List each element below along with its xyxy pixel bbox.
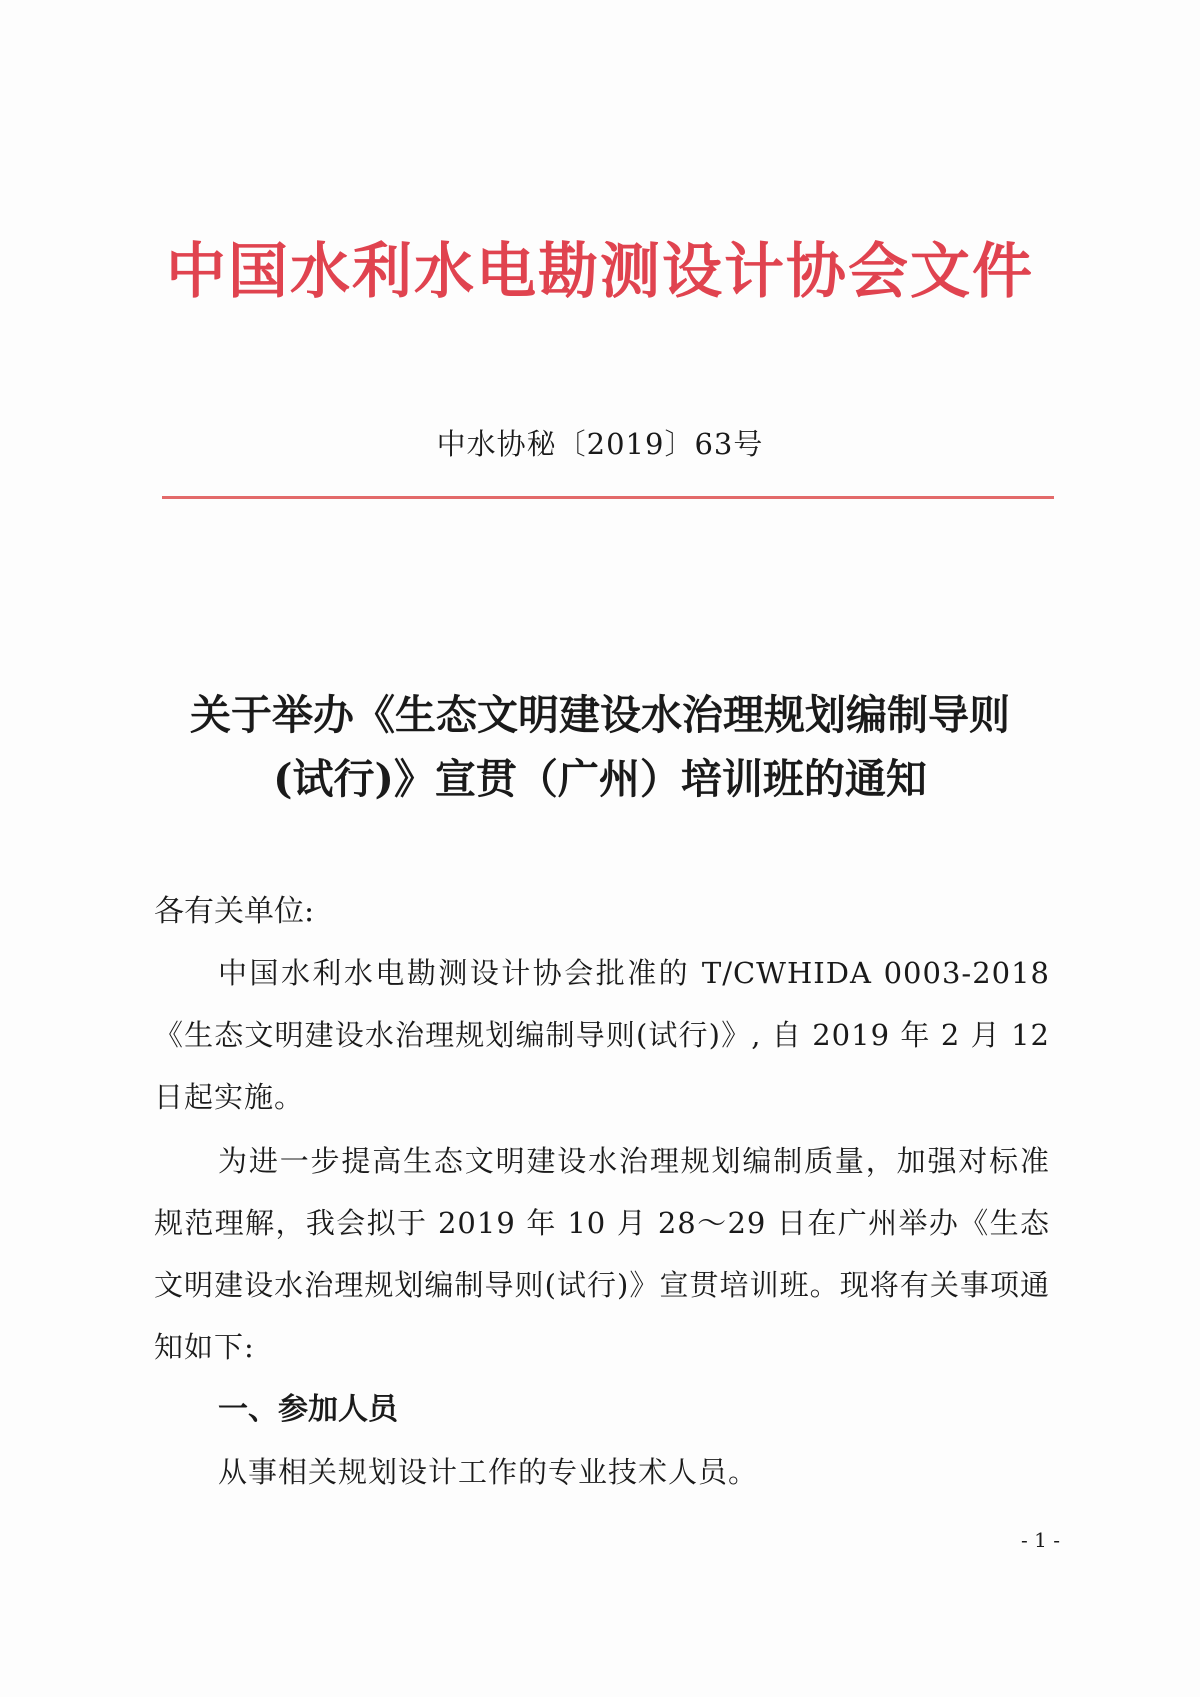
- document-number: 中水协秘〔2019〕63号: [436, 427, 764, 461]
- section-1-body: 从事相关规划设计工作的专业技术人员。: [218, 1455, 759, 1489]
- header-divider: [162, 496, 1054, 499]
- page-number: - 1 -: [1021, 1528, 1060, 1552]
- salutation: 各有关单位:: [154, 894, 315, 929]
- body-paragraph-1: 中国水利水电勘测设计协会批准的 T/CWHIDA 0003-2018《生态文明建设水治理规划编制导则(试行)》, 自 2019 年 2 月 12 日起实施。: [154, 956, 1050, 1114]
- body-paragraph-2: 为进一步提高生态文明建设水治理规划编制质量，加强对标准规范理解，我会拟于 2019 年 10 月 28～29 日在广州举办《生态文明建设水治理规划编制导则(试行)》宣贯培训班。现将有关事项通知如下:: [154, 1144, 1050, 1364]
- notice-title: [150, 683, 1050, 811]
- notice-title-line-2: (试行)》宣贯（广州）培训班的通知: [273, 755, 927, 803]
- notice-title-line-1: 关于举办《生态文明建设水治理规划编制导则: [190, 691, 1010, 739]
- organization-header: 中国水利水电勘测设计协会文件: [166, 237, 1034, 307]
- section-1-heading: 一、参加人员: [218, 1392, 398, 1427]
